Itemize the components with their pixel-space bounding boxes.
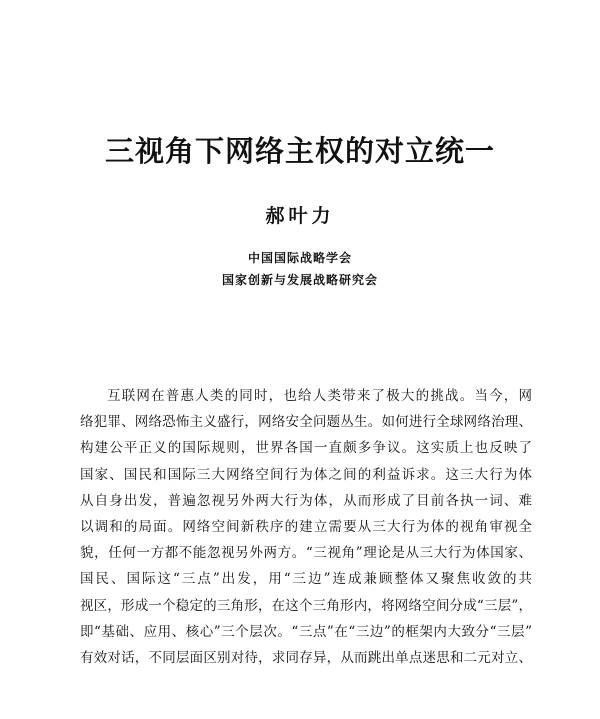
body-line: 络犯罪、网络恐怖主义盛行，网络安全问题丛生。如何进行全球网络治理、 xyxy=(80,414,532,431)
body-line: 视区，形成一个稳定的三角形，在这个三角形内，将网络空间分成“三层”， xyxy=(80,597,532,614)
affiliation-2: 国家创新与发展战略研究会 xyxy=(221,273,378,287)
body-line: 有效对话，不同层面区别对待，求同存异，从而跳出单点迷思和二元对立、 xyxy=(80,649,532,666)
body-line: 构建公平正义的国际规则，世界各国一直颇多争议。这实质上也反映了 xyxy=(80,440,532,457)
body-line: 国家、国民和国际三大网络空间行为体之间的利益诉求。这三大行为体 xyxy=(80,466,532,483)
paper-title: 三视角下网络主权的对立统一 xyxy=(104,134,495,168)
body-paragraph xyxy=(80,383,532,671)
body-line: 互联网在普惠人类的同时，也给人类带来了极大的挑战。当今，网 xyxy=(107,388,532,404)
body-line: 国民、国际这“三点”出发，用“三边”连成兼顾整体又聚焦收敛的共 xyxy=(80,571,532,588)
affiliation-1: 中国国际战略学会 xyxy=(247,251,352,265)
author-name: 郝叶力 xyxy=(265,205,335,227)
body-line: 以调和的局面。网络空间新秩序的建立需要从三大行为体的视角审视全 xyxy=(80,518,532,535)
body-line: 从自身出发，普遍忽视另外两大行为体，从而形成了目前各执一词、难 xyxy=(80,492,532,509)
body-line: 即“基础、应用、核心”三个层次。“三点”在“三边”的框架内大致分“三层” xyxy=(80,623,532,640)
body-line: 貌，任何一方都不能忽视另外两方。“三视角”理论是从三大行为体国家、 xyxy=(80,545,532,562)
